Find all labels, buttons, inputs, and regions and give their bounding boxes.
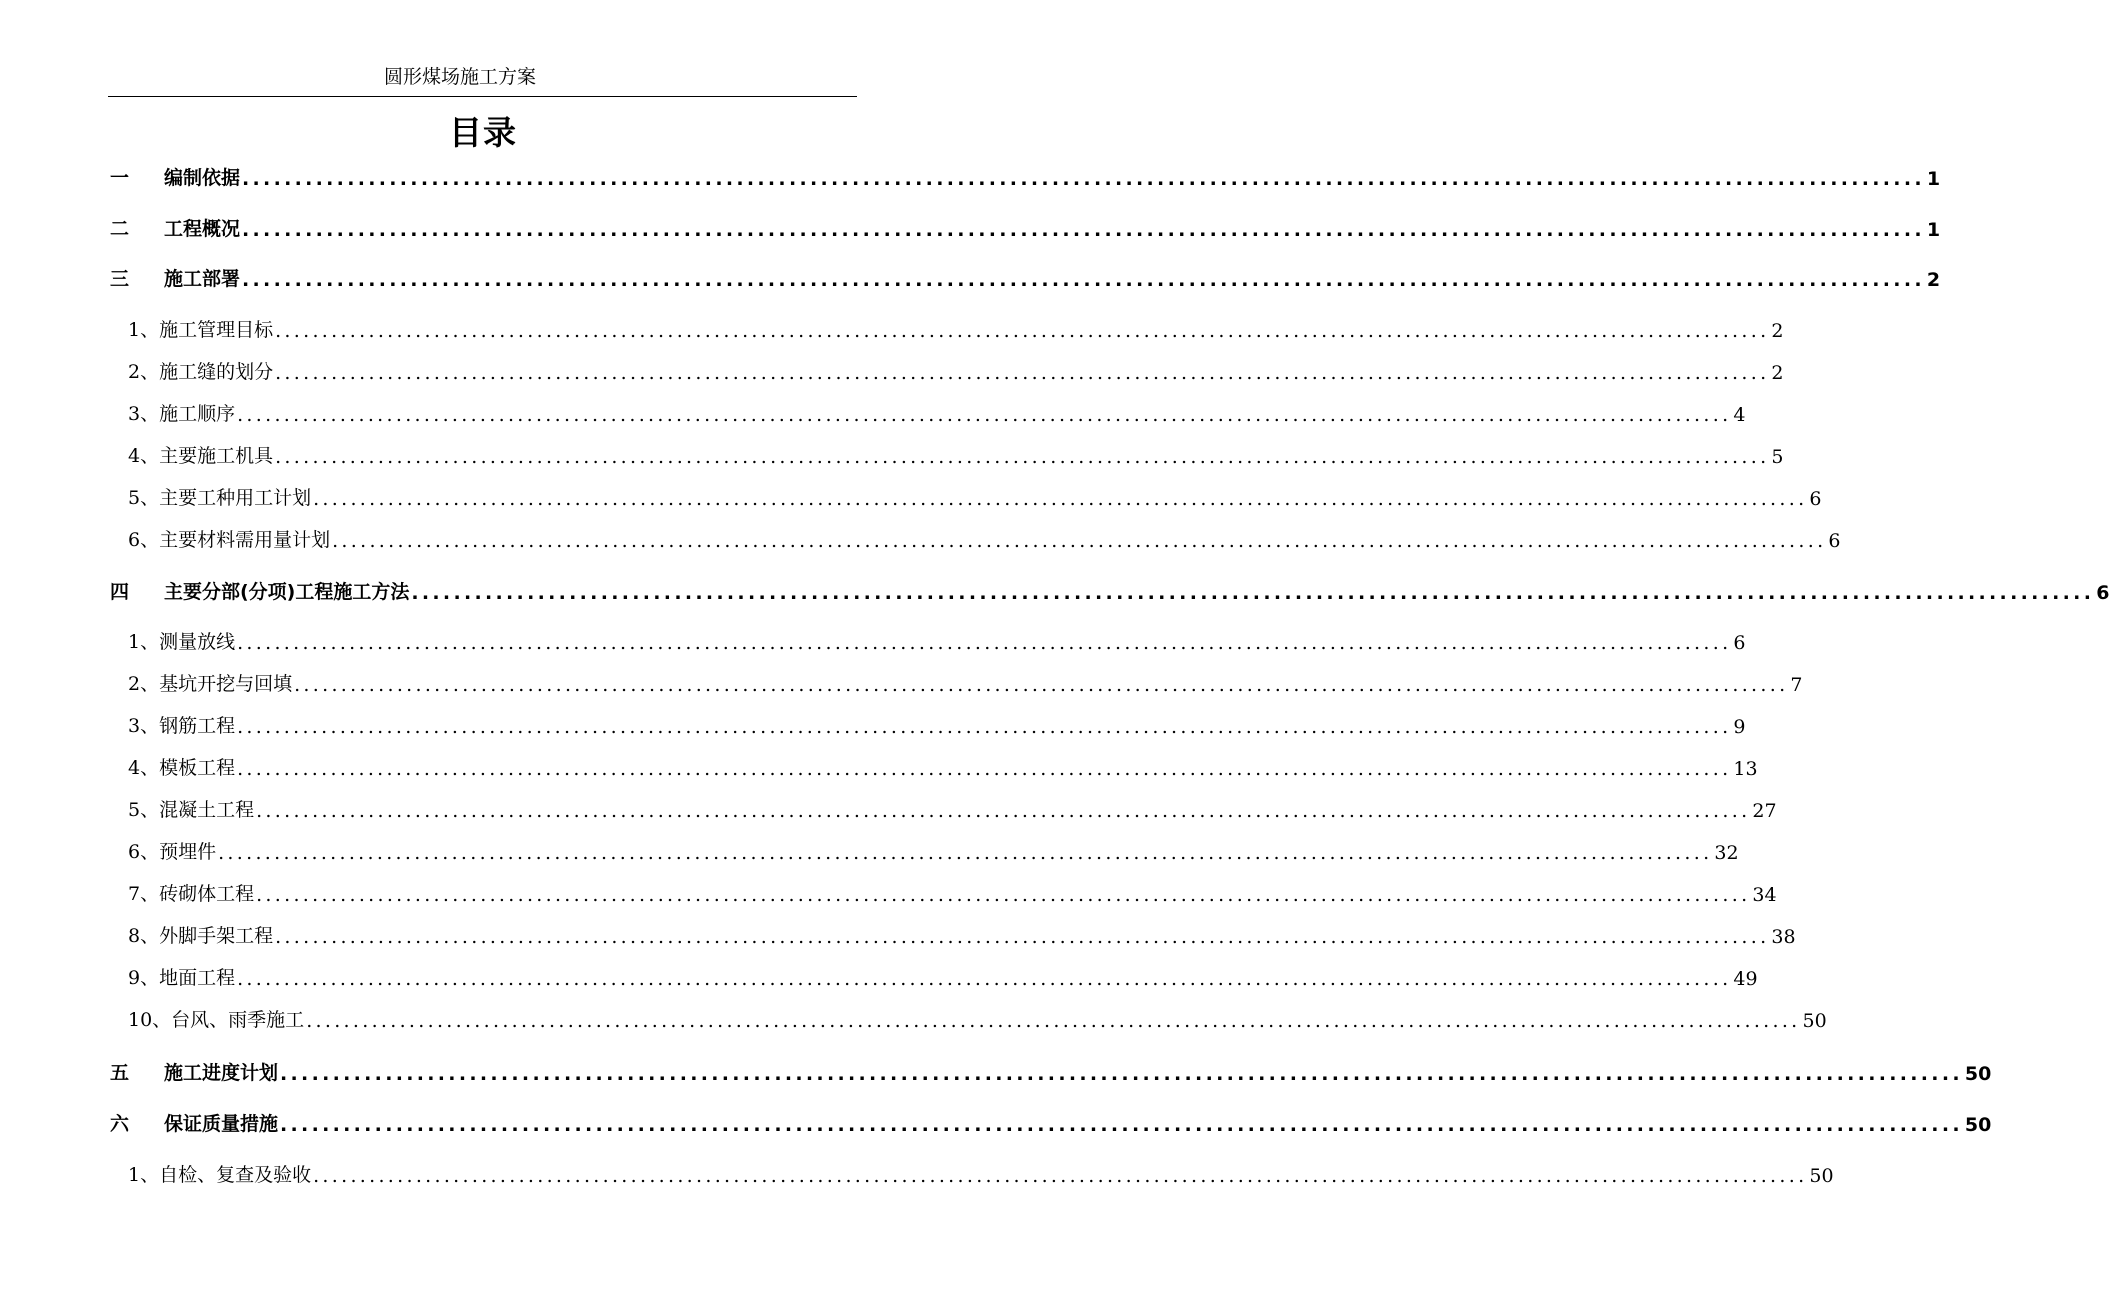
toc-entry-body: [128, 879, 1777, 906]
toc-dot-leader: ................................................................................................................................................................: [411, 582, 2095, 604]
toc-dot-leader: ................................................................................................................................................................: [256, 884, 1751, 906]
toc-entry-label: 2、基坑开挖与回填: [128, 673, 293, 695]
toc-entry-body: [128, 1005, 1827, 1032]
toc-section-entry[interactable]: [0, 753, 1758, 783]
toc-dot-leader: ................................................................................................................................................................: [237, 968, 1732, 990]
toc-section-entry[interactable]: [0, 921, 1796, 951]
toc-entry-label: 1、自检、复查及验收: [128, 1164, 312, 1186]
toc-page-number: 32: [1714, 842, 1739, 864]
toc-title: 目录: [449, 113, 517, 152]
toc-page-number: 50: [1809, 1165, 1834, 1187]
toc-entry-body: [128, 1160, 1834, 1187]
toc-entry-label: 施工进度计划: [164, 1062, 279, 1084]
toc-entry-body: [128, 357, 1784, 384]
toc-section-entry[interactable]: [0, 711, 1746, 741]
toc-dot-leader: ................................................................................................................................................................: [313, 488, 1808, 510]
toc-page-number: 2: [1771, 320, 1784, 342]
toc-dot-leader: ................................................................................................................................................................: [313, 1165, 1808, 1187]
toc-dot-leader: ................................................................................................................................................................: [256, 800, 1751, 822]
toc-dot-leader: ................................................................................................................................................................: [237, 632, 1732, 654]
toc-entry-body: [164, 1109, 1992, 1136]
toc-section-entry[interactable]: [0, 399, 1746, 429]
toc-page-number: 2: [1771, 362, 1784, 384]
toc-page-number: 9: [1733, 716, 1746, 738]
toc-page-number: 49: [1733, 968, 1758, 990]
toc-dot-leader: ................................................................................................................................................................: [280, 1063, 1963, 1085]
toc-section-entry[interactable]: [0, 525, 1841, 555]
toc-chapter-entry[interactable]: [0, 1109, 1992, 1139]
toc-entry-body: [128, 669, 1803, 696]
toc-page-number: 6: [1733, 632, 1746, 654]
toc-dot-leader: ................................................................................................................................................................: [242, 219, 1925, 241]
toc-chapter-number: 六: [110, 1113, 130, 1135]
toc-dot-leader: ................................................................................................................................................................: [237, 716, 1732, 738]
toc-entry-label: 4、主要施工机具: [128, 445, 274, 467]
toc-section-entry[interactable]: [0, 315, 1784, 345]
toc-entry-body: [128, 315, 1784, 342]
toc-entry-body: [164, 264, 1941, 291]
toc-page-number: 7: [1790, 674, 1803, 696]
toc-entry-body: [128, 795, 1777, 822]
toc-entry-body: [128, 441, 1784, 468]
toc-page-number: 1: [1926, 219, 1941, 241]
toc-dot-leader: ................................................................................................................................................................: [275, 446, 1770, 468]
toc-section-entry[interactable]: [0, 837, 1739, 867]
toc-entry-label: 主要分部(分项)工程施工方法: [164, 581, 410, 603]
toc-entry-label: 6、主要材料需用量计划: [128, 529, 331, 551]
toc-dot-leader: ................................................................................................................................................................: [237, 758, 1732, 780]
toc-chapter-entry[interactable]: [0, 1058, 1992, 1088]
toc-page-number: 6: [1809, 488, 1822, 510]
toc-entry-body: [164, 577, 2109, 604]
toc-section-entry[interactable]: [0, 879, 1777, 909]
toc-section-entry[interactable]: [0, 1160, 1834, 1190]
toc-chapter-number: 二: [110, 218, 130, 240]
toc-dot-leader: ................................................................................................................................................................: [242, 168, 1925, 190]
toc-entry-body: [128, 711, 1746, 738]
toc-entry-body: [128, 399, 1746, 426]
toc-section-entry[interactable]: [0, 795, 1777, 825]
toc-chapter-entry[interactable]: [0, 163, 1941, 193]
toc-chapter-number: 三: [110, 268, 130, 290]
toc-chapter-number: 五: [110, 1062, 130, 1084]
toc-entry-label: 工程概况: [164, 218, 241, 240]
toc-entry-body: [128, 483, 1822, 510]
toc-entry-label: 8、外脚手架工程: [128, 925, 274, 947]
toc-entry-body: [128, 753, 1758, 780]
toc-section-entry[interactable]: [0, 357, 1784, 387]
toc-page-number: 6: [2096, 582, 2109, 604]
toc-entry-body: [128, 837, 1739, 864]
toc-entry-label: 3、施工顺序: [128, 403, 236, 425]
toc-page-number: 1: [1926, 168, 1941, 190]
toc-entry-label: 3、钢筋工程: [128, 715, 236, 737]
running-header: 圆形煤场施工方案: [383, 66, 536, 88]
toc-dot-leader: ................................................................................................................................................................: [280, 1114, 1963, 1136]
toc-page-number: 6: [1828, 530, 1841, 552]
toc-dot-leader: ................................................................................................................................................................: [332, 530, 1827, 552]
toc-chapter-entry[interactable]: [0, 214, 1941, 244]
toc-entry-label: 9、地面工程: [128, 967, 236, 989]
toc-entry-label: 施工部署: [164, 268, 241, 290]
toc-entry-label: 编制依据: [164, 167, 241, 189]
toc-section-entry[interactable]: [0, 483, 1822, 513]
toc-entry-body: [128, 627, 1746, 654]
toc-entry-body: [164, 163, 1941, 190]
toc-entry-label: 1、施工管理目标: [128, 319, 274, 341]
toc-chapter-entry[interactable]: [0, 264, 1941, 294]
toc-dot-leader: ................................................................................................................................................................: [275, 320, 1770, 342]
toc-section-entry[interactable]: [0, 963, 1758, 993]
toc-entry-label: 2、施工缝的划分: [128, 361, 274, 383]
toc-section-entry[interactable]: [0, 627, 1746, 657]
toc-page-number: 50: [1802, 1010, 1827, 1032]
toc-dot-leader: ................................................................................................................................................................: [275, 926, 1770, 948]
toc-chapter-number: 一: [110, 167, 130, 189]
toc-page-number: 34: [1752, 884, 1777, 906]
toc-dot-leader: ................................................................................................................................................................: [294, 674, 1789, 696]
toc-page-number: 38: [1771, 926, 1796, 948]
toc-dot-leader: ................................................................................................................................................................: [306, 1010, 1801, 1032]
toc-section-entry[interactable]: [0, 1005, 1827, 1035]
toc-entry-label: 5、混凝土工程: [128, 799, 255, 821]
toc-dot-leader: ................................................................................................................................................................: [218, 842, 1713, 864]
toc-entry-body: [128, 963, 1758, 990]
toc-chapter-entry[interactable]: [0, 577, 2109, 607]
toc-dot-leader: ................................................................................................................................................................: [275, 362, 1770, 384]
toc-entry-body: [164, 1058, 1992, 1085]
toc-entry-body: [164, 214, 1941, 241]
toc-page-number: 27: [1752, 800, 1777, 822]
toc-dot-leader: ................................................................................................................................................................: [237, 404, 1732, 426]
toc-entry-label: 1、测量放线: [128, 631, 236, 653]
toc-page-number: 50: [1964, 1063, 1992, 1085]
toc-page-number: 13: [1733, 758, 1758, 780]
toc-entry-body: [128, 921, 1796, 948]
toc-entry-label: 7、砖砌体工程: [128, 883, 255, 905]
toc-chapter-number: 四: [110, 581, 130, 603]
toc-page-number: 2: [1926, 269, 1941, 291]
toc-page-number: 4: [1733, 404, 1746, 426]
header-rule: [108, 96, 857, 97]
toc-entry-body: [128, 525, 1841, 552]
toc-page-number: 5: [1771, 446, 1784, 468]
toc-dot-leader: ................................................................................................................................................................: [242, 269, 1925, 291]
toc-entry-label: 5、主要工种用工计划: [128, 487, 312, 509]
toc-entry-label: 4、模板工程: [128, 757, 236, 779]
toc-entry-label: 保证质量措施: [164, 1113, 279, 1135]
toc-section-entry[interactable]: [0, 669, 1803, 699]
toc-section-entry[interactable]: [0, 441, 1784, 471]
toc-entry-label: 6、预埋件: [128, 841, 217, 863]
toc-page-number: 50: [1964, 1114, 1992, 1136]
toc-entry-label: 10、台风、雨季施工: [128, 1009, 305, 1031]
